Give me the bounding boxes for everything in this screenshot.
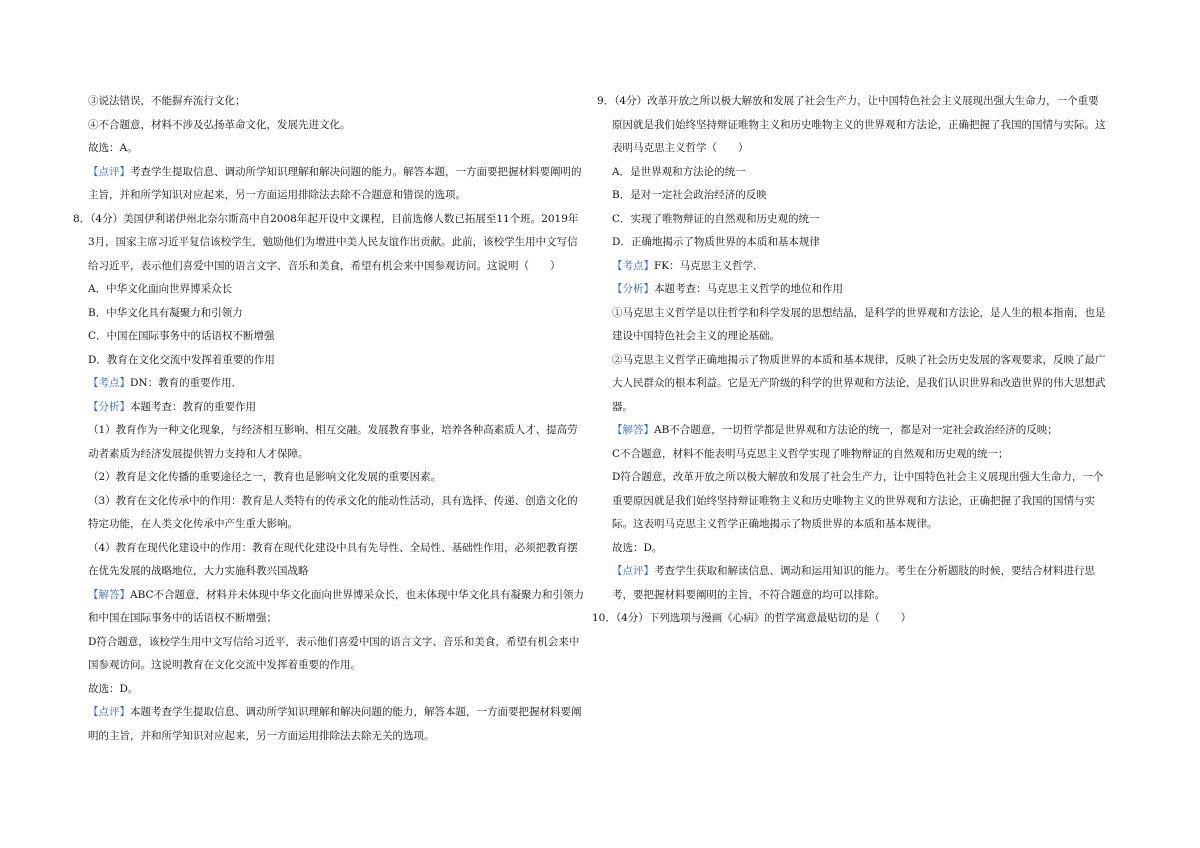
comment-tag: 【点评】 [88,165,130,178]
text-line: 国参观访问。这说明教育在文化交流中发挥着重要的作用。 [88,659,361,671]
question-8 [73,208,585,749]
text-line: 和中国在国际事务中的话语权不断增强； [88,612,277,624]
dianping-line: 【点评】考查学生获取和解读信息、调动和运用知识的能力。考生在分析题肢的时候，要结合材料进行思 [612,565,1095,577]
kaodian-tag: 【考点】 [612,259,654,272]
text-line: （3）教育在文化传承中的作用：教育是人类特有的传承文化的能动性活动，具有选择、传递、创造文化的 [88,494,578,507]
question-stem: 10．（4分）下列选项与漫画《心病》的哲学寓意最贴切的是（ ） [592,612,912,624]
option-b: B．是对一定社会政治经济的反映 [612,189,767,201]
text-line: 器。 [612,400,633,413]
dianping-line: 【点评】本题考查学生提取信息、调动所学知识理解和解决问题的能力，解答本题，一方面要把握材料要阐 [88,706,582,718]
text-line: ②马克思主义哲学正确地揭示了物质世界的本质和基本规律，反映了社会历史发展的客观要求，反映了最广 [612,353,1106,366]
text-line: 明的主旨，并和所学知识对应起来，另一方面运用排除法去除无关的选项。 [88,729,435,742]
text-line: 故选：D。 [612,541,663,554]
jieda-line: 【解答】ABC不合题意，材料并未体现中华文化面向世界博采众长，也未体现中华文化具有凝聚力和引领力 [88,588,585,601]
fenxi-line: 【分析】本题考查：马克思主义哲学的地位和作用 [612,283,843,295]
text-line: 故选：D。 [88,682,139,695]
kaodian-line: 【考点】FK：马克思主义哲学． [612,259,764,272]
left-column [73,90,585,748]
text-line: 3月，国家主席习近平复信该校学生，勉励他们为增进中美人民友谊作出贡献。此前，该校学生用中文写信 [88,236,578,248]
jieda-tag: 【解答】 [612,424,654,436]
fenxi-tag: 【分析】 [88,400,130,413]
option-a: A．中华文化面向世界博采众长 [88,283,233,295]
text-line: 动者素质为经济发展提供智力支持和人才保障。 [88,447,309,460]
question-9 [597,90,1130,607]
text-line: 建设中国特色社会主义的理论基础。 [612,330,780,342]
question-stem: 9．（4分）改革开放之所以极大解放和发展了社会生产力，让中国特色社会主义展现出强大生命力，一个重要 [597,95,1099,107]
question-number: 9． [597,95,615,107]
q7-comment: 【点评】考查学生提取信息、调动所学知识理解和解决问题的能力。解答本题，一方面要把握材料要阐明的 [88,165,582,178]
fenxi-tag: 【分析】 [612,283,654,295]
jieda-line: 【解答】AB不合题意，一切哲学都是世界观和方法论的统一，都是对一定社会政治经济的反映； [612,424,1058,436]
option-a: A．是世界观和方法论的统一 [612,165,746,178]
text-line: 主旨，并和所学知识对应起来，另一方面运用排除法去除不合题意和错误的选项。 [88,189,466,201]
text-line: 重要原因就是我们始终坚持辩证唯物主义和历史唯物主义的世界观和方法论，正确把握了我国的国情与实 [612,494,1095,507]
option-d: D．正确地揭示了物质世界的本质和基本规律 [612,236,820,248]
text-line: 考，要把握材料要阐明的主旨，不符合题意的均可以排除。 [612,588,885,601]
text-line: 给习近平，表示他们喜爱中国的语言文字、音乐和美食，希望有机会来中国参观访问。这说明（ ） [88,259,561,272]
dianping-tag: 【点评】 [88,706,130,718]
text-line: 原因就是我们始终坚持辩证唯物主义和历史唯物主义的世界观和方法论，正确把握了我国的国情与实际。这 [612,118,1106,131]
jieda-tag: 【解答】 [88,588,130,601]
question-stem: 8．（4分）美国伊利诺伊州北奈尔斯高中自2008年起开设中文课程，目前选修人数已拓展至11个班。2019年 [73,212,579,225]
text-line: 在优先发展的战略地位，大力实施科教兴国战略 [88,565,309,577]
question-number: 8． [73,212,91,225]
text-line: （1）教育作为一种文化现象，与经济相互影响、相互交融。发展教育事业，培养各种高素质人才、提高劳 [88,424,578,436]
text-line: 故选：A。 [88,142,138,154]
option-c: C．实现了唯物辩证的自然观和历史观的统一 [612,212,820,225]
question-number: 10． [592,612,616,624]
text-line: ④不合题意，材料不涉及弘扬革命文化，发展先进文化。 [88,118,351,131]
text-line: C不合题意，材料不能表明马克思主义哲学实现了唯物辩证的自然观和历史观的统一； [612,447,1009,460]
kaodian-line: 【考点】DN：教育的重要作用． [88,377,243,389]
text-line: D符合题意，改革开放之所以极大解放和发展了社会生产力，让中国特色社会主义展现出强大生命力，一个 [612,471,1104,483]
kaodian-tag: 【考点】 [88,377,130,389]
text-line: （2）教育是文化传播的重要途径之一，教育也是影响文化发展的重要因素。 [88,471,442,483]
right-column [592,90,1130,631]
text-line: ③说法错误，不能摒弃流行文化； [88,95,246,107]
fenxi-line: 【分析】本题考查：教育的重要作用 [88,400,256,413]
question-10 [592,607,1130,631]
option-c: C．中国在国际事务中的话语权不断增强 [88,330,275,342]
text-line: D符合题意，该校学生用中文写信给习近平，表示他们喜爱中国的语言文字、音乐和美食，希望有机会来中 [88,635,580,648]
option-b: B．中华文化具有凝聚力和引领力 [88,306,243,319]
text-line: ①马克思主义哲学是以往哲学和科学发展的思想结晶，是科学的世界观和方法论，是人生的根本指南，也是 [612,306,1106,319]
text-line: 大人民群众的根本利益。它是无产阶级的科学的世界观和方法论，是我们认识世界和改造世界的伟大思想武 [612,377,1106,389]
option-d: D．教育在文化交流中发挥着重要的作用 [88,353,275,366]
dianping-tag: 【点评】 [612,565,654,577]
text-line: （4）教育在现代化建设中的作用：教育在现代化建设中具有先导性、全局性、基础性作用，必须把教育摆 [88,541,578,554]
text-line: 表明马克思主义哲学（ ） [612,142,749,154]
text-line: 际。这表明马克思主义哲学正确地揭示了物质世界的本质和基本规律。 [612,518,938,530]
text-line: 特定功能，在人类文化传承中产生重大影响。 [88,518,298,530]
